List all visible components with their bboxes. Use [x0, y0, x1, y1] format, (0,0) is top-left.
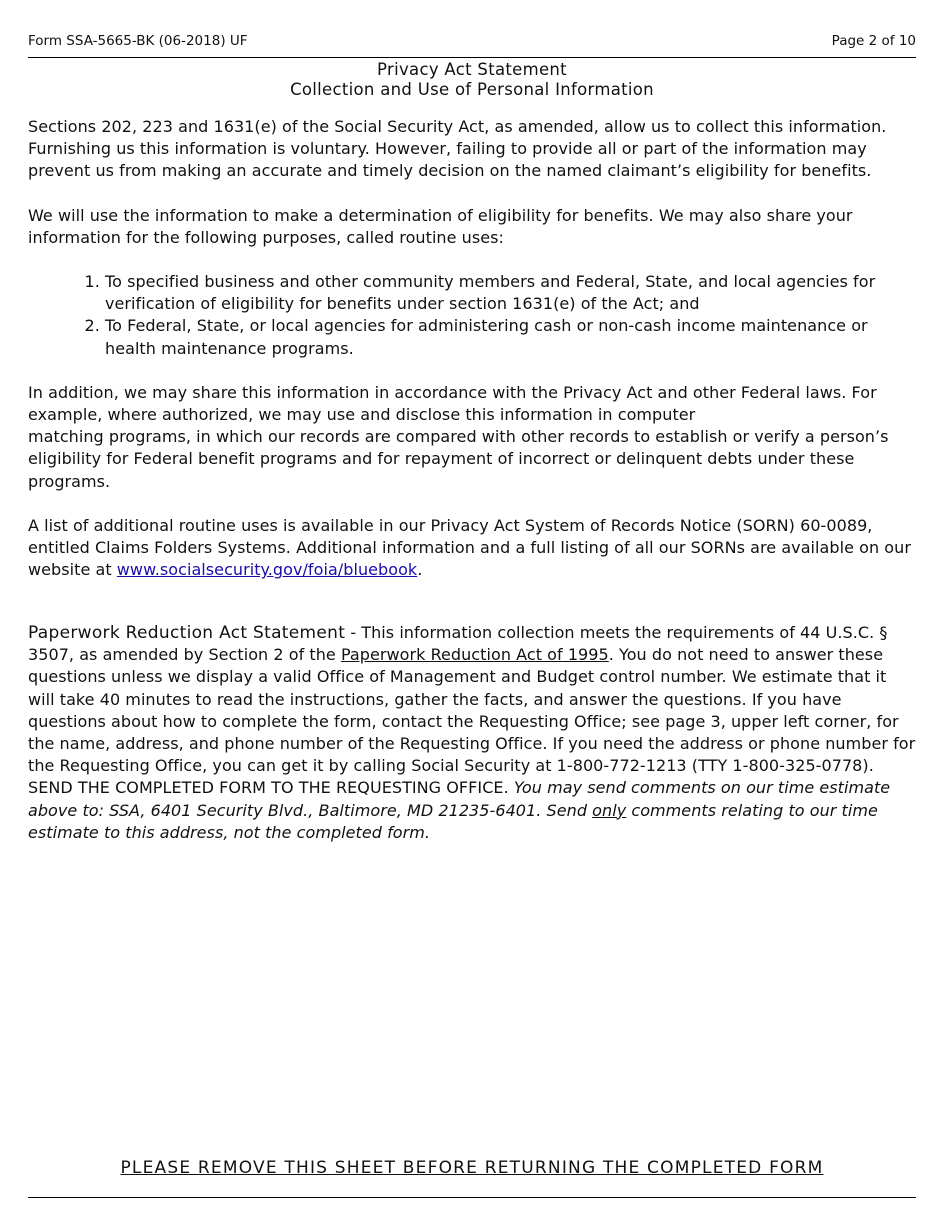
paperwork-section: [28, 622, 916, 844]
routine-use-item: 1. To specified business and other community members and Federal, State, and local agencies for verification of eligibility for benefits under section 1631(e) of the Act; and: [105, 271, 916, 315]
privacy-paragraph-1: Sections 202, 223 and 1631(e) of the Social Security Act, as amended, allow us to collect this information. Furnishing us this information is voluntary. However, failing to provide all or part of the information may prevent us from making an accurate and timely decision on the named claimant’s eligibility for benefits.: [28, 117, 887, 181]
page-number: Page 2 of 10: [831, 33, 916, 49]
privacy-title: [28, 60, 916, 99]
header-divider: [28, 57, 916, 58]
privacy-paragraph-4: [28, 515, 916, 582]
paperwork-paragraph: [28, 622, 916, 844]
sorn-text-end: .: [417, 560, 423, 580]
paperwork-act-name: Paperwork Reduction Act of 1995: [340, 645, 609, 665]
paperwork-text-2: . You do not need to answer these questions unless we display a valid Office of Management and Budget control number. We estimate that it will take 40 minutes to read the instructions, gather the facts, and answer the questions. If you have questions about how to complete the form, contact the Requesting Office; see page 3, upper left corner, for the name, address, and phone number of the Requesting Office. If you need the address or phone number for the Requesting Office, you can get it by calling Social Security at 1-800-772-1213 (TTY 1-800-325-0778). SEND THE COMPLETED FORM TO THE REQUESTING OFFICE.: [28, 645, 916, 798]
paperwork-text-1: - This information collection meets the requirements of 44 U.S.C. § 3507, as amended by Section 2 of the: [28, 623, 888, 665]
privacy-title-line2: Collection and Use of Personal Information: [290, 80, 654, 99]
paperwork-only-emphasis: only: [592, 800, 627, 820]
form-id: Form SSA-5665-BK (06-2018) UF: [28, 33, 248, 49]
privacy-title-line1: Privacy Act Statement: [377, 60, 567, 79]
paperwork-title: Paperwork Reduction Act Statement: [28, 623, 346, 643]
privacy-paragraph-2: We will use the information to make a determination of eligibility for benefits. We may also share your information for the following purposes, called routine uses:: [28, 205, 853, 247]
remove-sheet-notice: [28, 1158, 916, 1178]
privacy-paragraph-3b: matching programs, in which our records are compared with other records to establish or verify a person’s eligibility for Federal benefit programs and for repayment of incorrect or delinquent debts under these programs.: [28, 427, 889, 491]
privacy-paragraph-3a: In addition, we may share this information in accordance with the Privacy Act and other Federal laws. For example, where authorized, we may use and disclose this information in computer: [28, 382, 877, 425]
paperwork-comments-text-end: comments relating to our time estimate to this address, not the completed form.: [28, 800, 878, 842]
form-page: [28, 0, 916, 1230]
privacy-body: [28, 116, 916, 581]
paperwork-comments-text: You may send comments on our time estimate above to: SSA, 6401 Security Blvd., Baltimore, MD 21235-6401. Send: [28, 778, 891, 820]
footer-divider: [28, 1197, 916, 1198]
bluebook-link[interactable]: www.socialsecurity.gov/foia/bluebook: [116, 560, 418, 580]
remove-sheet-text: PLEASE REMOVE THIS SHEET BEFORE RETURNING THE COMPLETED FORM: [120, 1158, 824, 1178]
routine-uses-list: [28, 271, 916, 360]
sorn-text: A list of additional routine uses is available in our Privacy Act System of Records Notice (SORN) 60-0089, entitled Claims Folders Systems. Additional information and a full listing of all our SORNs are available on our website at: [28, 515, 911, 580]
routine-use-item: 2. To Federal, State, or local agencies for administering cash or non-cash income maintenance or health maintenance programs.: [105, 315, 916, 359]
